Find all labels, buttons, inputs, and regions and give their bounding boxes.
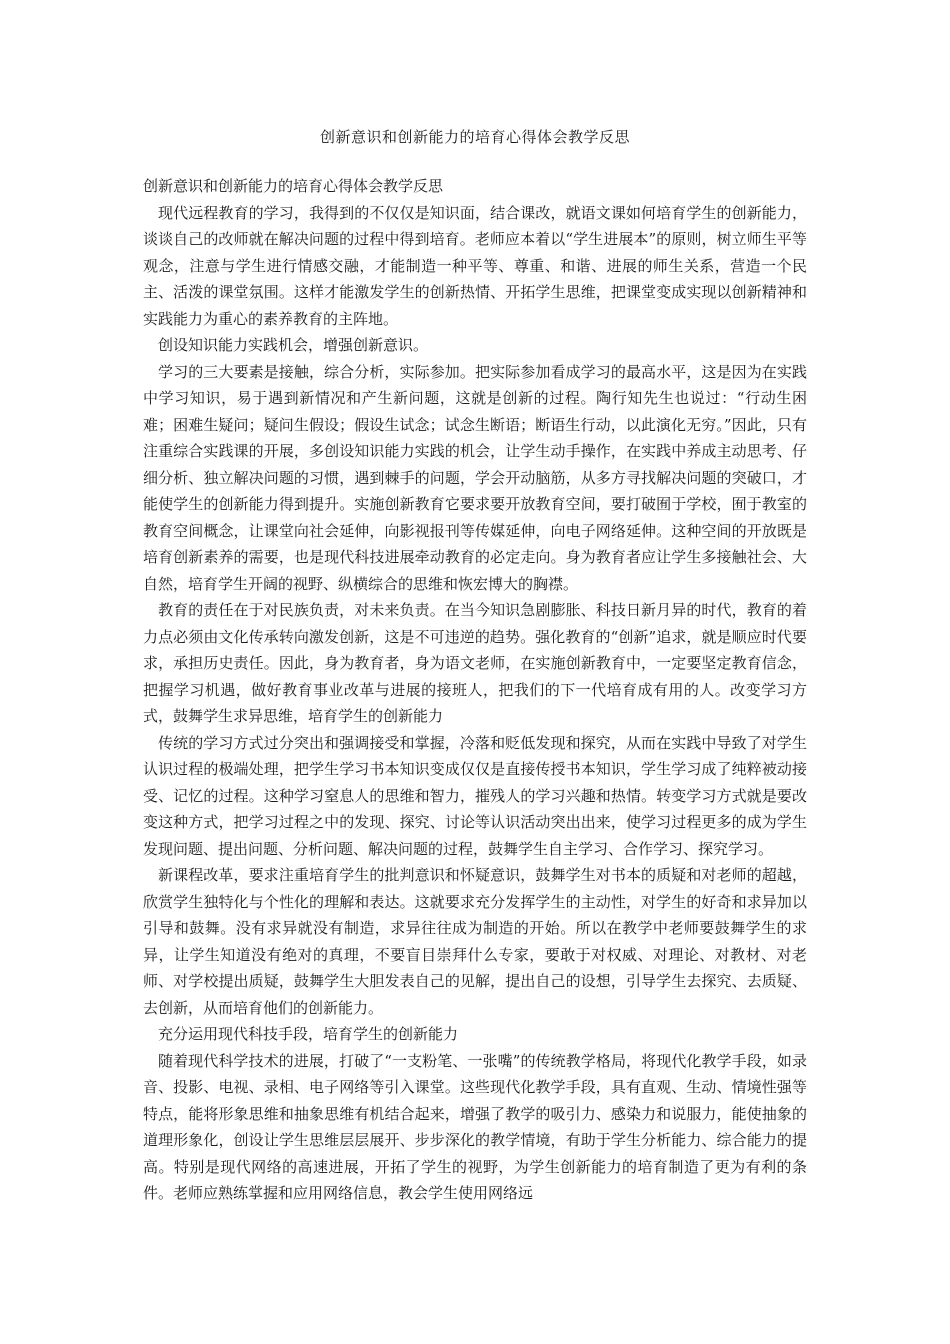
- document-body: [143, 173, 807, 1207]
- document-page: [143, 0, 807, 1207]
- paragraph: 学习的三大要素是接触，综合分析，实际参加。把实际参加看成学习的最高水平，这是因为在实践中学习知识，易于遇到新情况和产生新问题，这就是创新的过程。陶行知先生也说过：“行动生困难；困难生疑问；疑问生假设；假设生试念；试念生断语；断语生行动，以此演化无穷。”因此，只有注重综合实践课的开展，多创设知识能力实践的机会，让学生动手操作，在实践中养成主动思考、仔细分析、独立解决问题的习惯，遇到棘手的问题，学会开动脑筋，从多方寻找解决问题的突破口，才能使学生的创新能力得到提升。实施创新教育它要求要开放教育空间，要打破囿于学校，囿于教室的教育空间概念，让课堂向社会延伸，向影视报刊等传媒延伸，向电子网络延伸。这种空间的开放既是培育创新素养的需要，也是现代科技进展牵动教育的必定走向。身为教育者应让学生多接触社会、大自然，培育学生开阔的视野、纵横综合的思维和恢宏博大的胸襟。: [143, 362, 807, 593]
- document-title: 创新意识和创新能力的培育心得体会教学反思: [319, 128, 630, 146]
- paragraph: 传统的学习方式过分突出和强调接受和掌握，冷落和贬低发现和探究，从而在实践中导致了对学生认识过程的极端处理，把学生学习书本知识变成仅仅是直接传授书本知识，学生学习成了纯粹被动接受、记忆的过程。这种学习窒息人的思维和智力，摧残人的学习兴趣和热情。转变学习方式就是要改变这种方式，把学习过程之中的发现、探究、讨论等认识活动突出出来，使学习过程更多的成为学生发现问题、提出问题、分析问题、解决问题的过程，鼓舞学生自主学习、合作学习、探究学习。: [143, 733, 807, 858]
- paragraph-subtitle: 创新意识和创新能力的培育心得体会教学反思: [143, 177, 444, 195]
- paragraph: 新课程改革，要求注重培育学生的批判意识和怀疑意识，鼓舞学生对书本的质疑和对老师的超越，欣赏学生独特化与个性化的理解和表达。这就要求充分发挥学生的主动性，对学生的好奇和求异加以引导和鼓舞。没有求异就没有制造，求异往往成为制造的开始。所以在教学中老师要鼓舞学生的求异，让学生知道没有绝对的真理，不要盲目崇拜什么专家，要敢于对权威、对理论、对教材、对老师、对学校提出质疑，鼓舞学生大胆发表自己的见解，提出自己的设想，引导学生去探究、去质疑、去创新，从而培育他们的创新能力。: [143, 866, 807, 1017]
- paragraph: 教育的责任在于对民族负责，对未来负责。在当今知识急剧膨胀、科技日新月异的时代，教育的着力点必须由文化传承转向激发创新，这是不可违逆的趋势。强化教育的“创新”追求，就是顺应时代要求，承担历史责任。因此，身为教育者，身为语文老师，在实施创新教育中，一定要坚定教育信念，把握学习机遇，做好教育事业改革与进展的接班人，把我们的下一代培育成有用的人。改变学习方式，鼓舞学生求异思维，培育学生的创新能力: [143, 601, 807, 725]
- section-heading: 创设知识能力实践机会，增强创新意识。: [158, 336, 429, 354]
- paragraph: 随着现代科学技术的进展，打破了“一支粉笔、一张嘴”的传统教学格局，将现代化教学手段，如录音、投影、电视、录相、电子网络等引入课堂。这些现代化教学手段，具有直观、生动、情境性强等特点，能将形象思维和抽象思维有机结合起来，增强了教学的吸引力、感染力和说服力，能使抽象的道理形象化，创设让学生思维层层展开、步步深化的教学情境，有助于学生分析能力、综合能力的提高。特别是现代网络的高速进展，开拓了学生的视野，为学生创新能力的培育制造了更为有利的条件。老师应熟练掌握和应用网络信息，教会学生使用网络远: [143, 1051, 807, 1202]
- paragraph: 现代远程教育的学习，我得到的不仅仅是知识面，结合课改，就语文课如何培育学生的创新能力，谈谈自己的改师就在解决问题的过程中得到培育。老师应本着以“学生进展本”的原则，树立师生平等观念，注意与学生进行情感交融，才能制造一种平等、尊重、和谐、进展的师生关系，营造一个民主、活泼的课堂氛围。这样才能激发学生的创新热情、开拓学生思维，把课堂变成实现以创新精神和实践能力为重心的素养教育的主阵地。: [143, 203, 807, 328]
- section-heading: 充分运用现代科技手段，培育学生的创新能力: [158, 1025, 459, 1043]
